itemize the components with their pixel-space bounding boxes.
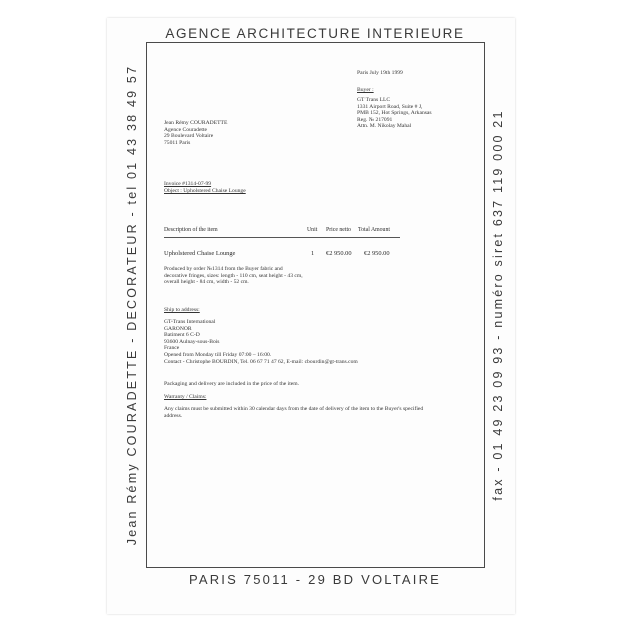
invoice-number: Invoice #1314-07-99 bbox=[164, 181, 212, 187]
ship-to-line: Batiment 6 C-D bbox=[164, 332, 200, 339]
letterhead-side-right: fax - 01 49 23 09 93 - numéro siret 637 119 000 21 bbox=[491, 109, 505, 501]
table-cell-unit: 1 bbox=[311, 250, 315, 257]
item-detail-line: overall height - 84 cm, width - 52 cm. bbox=[164, 279, 249, 286]
seller-line: 75011 Paris bbox=[164, 139, 191, 146]
buyer-line: GT Trans LLC bbox=[357, 97, 391, 103]
buyer-label: Buyer : bbox=[357, 87, 374, 93]
ship-to-line: Contact - Christophe BOURDIN, Tel. 06 67 71 47 62, E-mail: cbourdin@gt-trans.com bbox=[164, 358, 358, 365]
warranty-line: address. bbox=[164, 412, 183, 419]
table-header-rule bbox=[164, 237, 400, 238]
letterhead-title bbox=[146, 26, 484, 41]
ship-to-line: 93600 Aulnay-sous-Bois bbox=[164, 338, 220, 345]
ship-to-line: France bbox=[164, 345, 180, 352]
item-detail-line: decorative fringes, sizes: length - 110 cm, seat height - 43 cm, bbox=[164, 272, 303, 279]
table-cell-price: €2 950.00 bbox=[326, 250, 352, 257]
seller-line: Agence Couradette bbox=[164, 126, 208, 133]
frame-left-border bbox=[146, 42, 147, 568]
buyer-line: Reg. № 217091 bbox=[357, 116, 393, 123]
buyer-line: 1331 Airport Road, Suite # J, bbox=[357, 103, 423, 110]
packaging-note: Packaging and delivery are included in the price of the item. bbox=[164, 381, 299, 387]
invoice-object: Object : Upholstered Chaise Lounge bbox=[164, 188, 246, 194]
seller-line: 29 Boulevard Voltaire bbox=[164, 133, 214, 140]
ship-to-line: GARONOR bbox=[164, 325, 192, 332]
table-cell-total: €2 950.00 bbox=[364, 250, 390, 257]
invoice-date: Paris July 19th 1999 bbox=[357, 70, 403, 76]
table-header-total: Total Amount bbox=[358, 227, 390, 233]
buyer-line: PMB 152, Hot Springs, Arkansas bbox=[357, 110, 432, 117]
ship-to-line: GT-Trans International bbox=[164, 319, 216, 325]
ship-to-address bbox=[164, 319, 358, 365]
buyer-address bbox=[357, 97, 432, 130]
ship-to-line: Opened from Monday till Friday 07:00 – 16:00. bbox=[164, 351, 272, 358]
table-header-unit: Unit bbox=[307, 227, 318, 233]
ship-to-label: Ship to address: bbox=[164, 307, 200, 313]
warranty-line: Any claims must be submitted within 30 calendar days from the date of delivery of the item to the Buyer's specified bbox=[164, 406, 424, 412]
letterhead-side-left: Jean Rémy COURADETTE - DECORATEUR - tel 01 43 38 49 57 bbox=[125, 64, 139, 546]
frame-top-border bbox=[146, 42, 484, 43]
document-page bbox=[107, 18, 515, 614]
table-header-description: Description of the item bbox=[164, 227, 218, 233]
seller-address bbox=[164, 120, 227, 146]
letterhead-footer-address: PARIS 75011 - 29 BD VOLTAIRE bbox=[188, 572, 442, 587]
item-detail-line: Produced by order №1314 from the Buyer fabric and bbox=[164, 266, 283, 272]
letterhead-title-text: AGENCE ARCHITECTURE INTERIEURE bbox=[157, 26, 472, 41]
item-details bbox=[164, 266, 303, 286]
frame-bottom-border bbox=[146, 567, 484, 568]
seller-line: Jean Rémy COURADETTE bbox=[164, 120, 228, 126]
frame-right-border bbox=[484, 42, 485, 568]
warranty-text bbox=[164, 406, 423, 419]
table-header-price: Price netto bbox=[326, 227, 351, 233]
warranty-label: Warranty / Claims: bbox=[164, 394, 207, 400]
buyer-line: Attn. M. Nikolay Mahal bbox=[357, 123, 412, 130]
table-cell-description: Upholstered Chaise Lounge bbox=[164, 250, 236, 257]
